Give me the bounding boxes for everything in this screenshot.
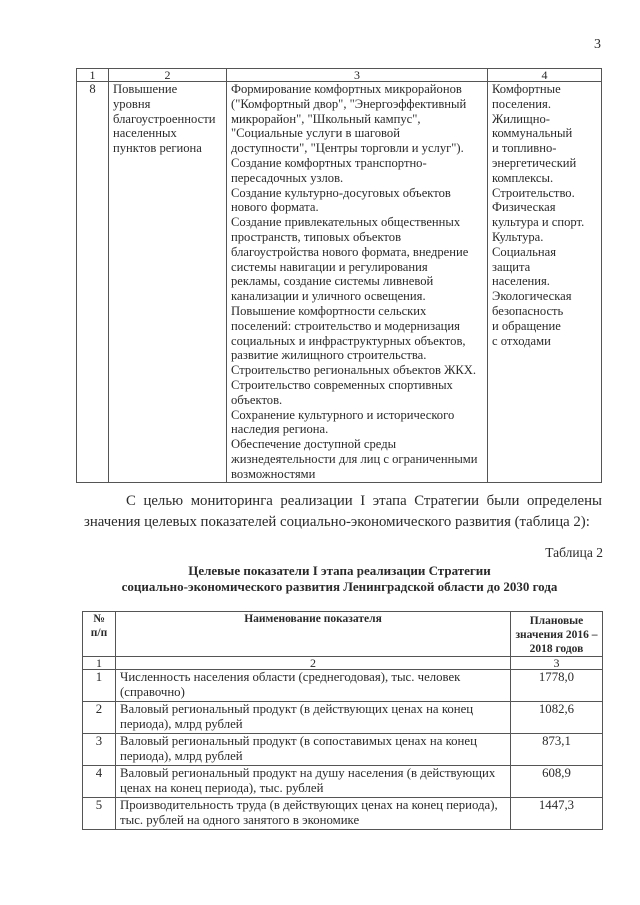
text-line: благоустроенности	[113, 111, 216, 126]
text-line: наследия региона.	[231, 422, 329, 437]
header-num: № п/п	[83, 611, 116, 656]
table-row	[83, 765, 603, 797]
text-line: Повышение	[113, 82, 178, 96]
text-line: комплексы.	[492, 170, 554, 185]
text-line: Повышение комфортности сельских	[231, 303, 427, 318]
text-line: Строительство.	[492, 185, 575, 200]
row-number: 2	[83, 701, 116, 733]
text-line: культура и спорт.	[492, 215, 585, 230]
text-line: Социальная защита	[492, 244, 557, 274]
table-row	[83, 797, 603, 829]
text-line: "Социальные услуги в шаговой	[231, 126, 400, 141]
text-line: безопасность	[492, 303, 564, 318]
indicator-name: Валовый региональный продукт (в сопоставимых ценах на конец периода), млрд рублей	[116, 733, 511, 765]
text-line: уровня	[113, 96, 151, 111]
text-line: ("Комфортный двор", "Энергоэффективный	[231, 96, 467, 111]
row-number: 4	[83, 765, 116, 797]
text-line: с отходами	[492, 333, 551, 348]
row-number: 3	[83, 733, 116, 765]
column-number-row	[83, 656, 603, 669]
col-number: 3	[227, 69, 488, 82]
page-content	[76, 68, 603, 830]
header-value: Плановые значения 2016 –2018 годов	[511, 611, 603, 656]
text-line: населения.	[492, 274, 550, 289]
text-line: Комфортные	[492, 82, 561, 96]
table-row	[83, 701, 603, 733]
text-line: и топливно-	[492, 141, 557, 156]
text-line: Физическая	[492, 200, 556, 215]
text-line: Обеспечение доступной среды	[231, 437, 397, 452]
indicator-value: 873,1	[511, 733, 603, 765]
table-row	[83, 669, 603, 701]
table-label: Таблица 2	[545, 544, 603, 560]
text-line: Сохранение культурного и исторического	[231, 407, 455, 422]
indicator-name: Производительность труда (в действующих ценах на конец периода), тыс. рублей на одного занятого в экономике	[116, 797, 511, 829]
text-line: Создание культурно-досуговых объектов	[231, 185, 451, 200]
text-line: микрорайон", "Школьный кампус",	[231, 111, 421, 126]
text-line: жизнедеятельности для лиц с ограниченными	[231, 451, 478, 466]
col-number: 4	[488, 69, 602, 82]
page-number: 3	[594, 37, 601, 52]
text-line: Формирование комфортных микрорайонов	[231, 82, 462, 96]
header-row	[83, 611, 603, 656]
indicator-name: Численность населения области (среднегодовая), тыс. человек (справочно)	[116, 669, 511, 701]
text-line: рекламы, создание системы ливневой	[231, 274, 434, 289]
text-line: Создание комфортных транспортно-	[231, 155, 427, 170]
body-paragraph	[84, 491, 602, 533]
text-line: и обращение	[492, 318, 561, 333]
table-title-line: социально-экономического развития Ленинградской области до 2030 года	[121, 578, 558, 594]
text-line: доступности", "Центры торговли и услуг").	[231, 141, 464, 156]
strategy-table-continuation	[76, 68, 602, 483]
column-number-row	[77, 69, 602, 82]
indicator-value: 608,9	[511, 765, 603, 797]
text-line: объектов.	[231, 392, 283, 407]
programs-cell	[488, 82, 602, 483]
measures-cell	[227, 82, 488, 483]
text-line: благоустройства нового формата, внедрение	[231, 244, 469, 259]
indicator-value: 1778,0	[511, 669, 603, 701]
row-number: 1	[83, 669, 116, 701]
text-line: Создание привлекательных общественных	[231, 215, 461, 230]
table-row	[77, 82, 602, 483]
text-line: поселений: строительство и модернизация	[231, 318, 460, 333]
text-line: Жилищно-	[492, 111, 550, 126]
indicator-name: Валовый региональный продукт (в действующих ценах на конец периода), млрд рублей	[116, 701, 511, 733]
col-number: 2	[116, 656, 511, 669]
text-line: поселения.	[492, 96, 551, 111]
text-line: возможностями	[231, 466, 316, 481]
text-line: канализации и уличного освещения.	[231, 289, 426, 304]
text-line: пространств, типовых объектов	[231, 229, 402, 244]
text-line: Культура.	[492, 229, 544, 244]
text-line: коммунальный	[492, 126, 573, 141]
col-number: 3	[511, 656, 603, 669]
text-line: развитие жилищного строительства.	[231, 348, 427, 363]
goal-cell	[109, 82, 227, 483]
text-line: энергетический	[492, 155, 577, 170]
paragraph-text: С целью мониторинга реализации I этапа Стратегии были определены значения целевых показателей социально-экономического развития (таблица 2):	[84, 492, 602, 530]
text-line: нового формата.	[231, 200, 319, 215]
indicator-value: 1447,3	[511, 797, 603, 829]
text-line: социальных и инфраструктурных объектов,	[231, 333, 466, 348]
text-line: пунктов региона	[113, 141, 202, 156]
text-line: системы навигации и регулирования	[231, 259, 428, 274]
text-line: Экологическая	[492, 289, 572, 304]
row-number: 8	[77, 82, 109, 483]
table-title-line: Целевые показатели I этапа реализации Стратегии	[188, 562, 491, 578]
col-number: 1	[83, 656, 116, 669]
indicator-value: 1082,6	[511, 701, 603, 733]
col-number: 2	[109, 69, 227, 82]
text-line: пересадочных узлов.	[231, 170, 344, 185]
row-number: 5	[83, 797, 116, 829]
text-line: населенных	[113, 126, 177, 141]
text-line: Строительство современных спортивных	[231, 377, 453, 392]
table-row	[83, 733, 603, 765]
text-line: Строительство региональных объектов ЖКХ.	[231, 363, 477, 378]
table-title	[76, 563, 603, 595]
indicator-name: Валовый региональный продукт на душу населения (в действующих ценах на конец периода), тыс. рублей	[116, 765, 511, 797]
header-name: Наименование показателя	[116, 611, 511, 656]
col-number: 1	[77, 69, 109, 82]
target-indicators-table	[82, 611, 603, 830]
